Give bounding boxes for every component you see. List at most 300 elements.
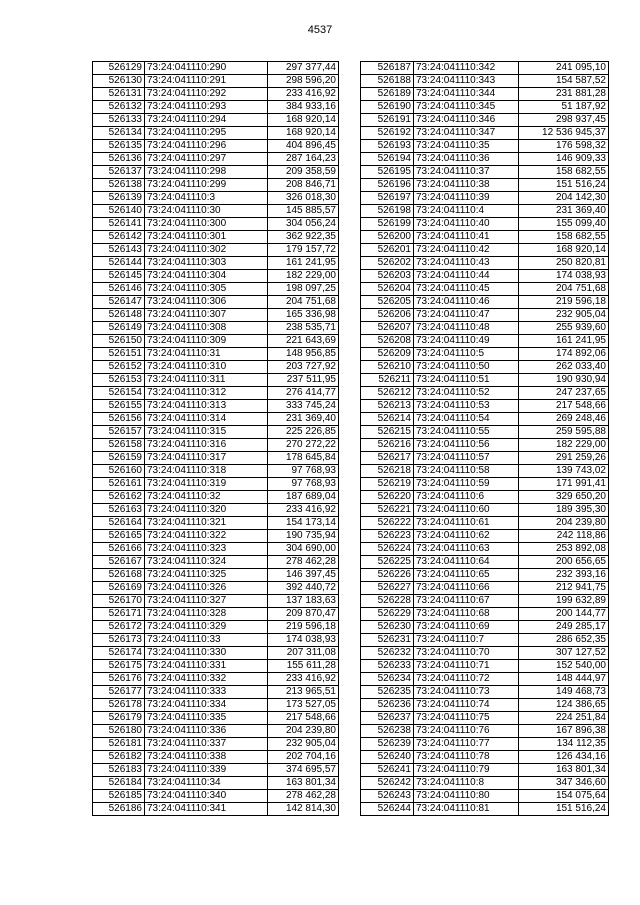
table-row (93, 790, 339, 803)
cadastral-number-cell: 73:24:041110:318 (145, 465, 268, 478)
cadastral-number-cell: 73:24:041110:40 (414, 218, 519, 231)
value-cell: 174 892,06 (519, 348, 609, 361)
value-cell: 204 239,80 (268, 725, 339, 738)
cadastral-number-cell: 73:24:041110:41 (414, 231, 519, 244)
table-row (361, 621, 609, 634)
record-number-cell: 526171 (93, 608, 145, 621)
table-row (93, 270, 339, 283)
cadastral-number-cell: 73:24:041110:299 (145, 179, 268, 192)
cadastral-number-cell: 73:24:041110:321 (145, 517, 268, 530)
cadastral-number-cell: 73:24:041110:323 (145, 543, 268, 556)
cadastral-number-cell: 73:24:041110:310 (145, 361, 268, 374)
table-row (361, 127, 609, 140)
value-cell: 213 965,51 (268, 686, 339, 699)
cadastral-number-cell: 73:24:041110:64 (414, 556, 519, 569)
table-row (361, 400, 609, 413)
record-number-cell: 526210 (361, 361, 414, 374)
cadastral-number-cell: 73:24:041110:332 (145, 673, 268, 686)
table-row (93, 179, 339, 192)
cadastral-number-cell: 73:24:041110:319 (145, 478, 268, 491)
table-row (93, 192, 339, 205)
cadastral-number-cell: 73:24:041110:4 (414, 205, 519, 218)
cadastral-number-cell: 73:24:041110:44 (414, 270, 519, 283)
record-number-cell: 526147 (93, 296, 145, 309)
cadastral-number-cell: 73:24:041110:54 (414, 413, 519, 426)
cadastral-number-cell: 73:24:041110:291 (145, 75, 268, 88)
record-number-cell: 526188 (361, 75, 414, 88)
cadastral-number-cell: 73:24:041110:324 (145, 556, 268, 569)
table-row (93, 62, 339, 75)
value-cell: 262 033,40 (519, 361, 609, 374)
cadastral-number-cell: 73:24:041110:292 (145, 88, 268, 101)
table-row (361, 140, 609, 153)
cadastral-number-cell: 73:24:041110:55 (414, 426, 519, 439)
cadastral-number-cell: 73:24:041110:80 (414, 790, 519, 803)
value-cell: 231 369,40 (519, 205, 609, 218)
record-number-cell: 526159 (93, 452, 145, 465)
value-cell: 231 369,40 (268, 413, 339, 426)
table-row (361, 179, 609, 192)
value-cell: 212 941,75 (519, 582, 609, 595)
value-cell: 198 097,25 (268, 283, 339, 296)
value-cell: 326 018,30 (268, 192, 339, 205)
value-cell: 232 905,04 (268, 738, 339, 751)
cadastral-number-cell: 73:24:041110:61 (414, 517, 519, 530)
table-row (93, 452, 339, 465)
table-row (361, 582, 609, 595)
cadastral-number-cell: 73:24:041110:311 (145, 374, 268, 387)
value-cell: 152 540,00 (519, 660, 609, 673)
record-number-cell: 526148 (93, 309, 145, 322)
value-cell: 145 885,57 (268, 205, 339, 218)
record-number-cell: 526133 (93, 114, 145, 127)
record-number-cell: 526144 (93, 257, 145, 270)
value-cell: 219 596,18 (519, 296, 609, 309)
cadastral-number-cell: 73:24:041110:339 (145, 764, 268, 777)
cadastral-number-cell: 73:24:041110:303 (145, 257, 268, 270)
table-row (361, 270, 609, 283)
record-number-cell: 526223 (361, 530, 414, 543)
value-cell: 179 157,72 (268, 244, 339, 257)
value-cell: 250 820,81 (519, 257, 609, 270)
cadastral-number-cell: 73:24:041110:290 (145, 62, 268, 75)
record-number-cell: 526194 (361, 153, 414, 166)
table-row (361, 257, 609, 270)
table-row (93, 556, 339, 569)
cadastral-number-cell: 73:24:041110:49 (414, 335, 519, 348)
table-row (361, 777, 609, 790)
cadastral-number-cell: 73:24:041110:3 (145, 192, 268, 205)
record-number-cell: 526137 (93, 166, 145, 179)
value-cell: 253 892,08 (519, 543, 609, 556)
table-row (93, 764, 339, 777)
value-cell: 161 241,95 (268, 257, 339, 270)
value-cell: 241 095,10 (519, 62, 609, 75)
table-row (361, 62, 609, 75)
value-cell: 12 536 945,37 (519, 127, 609, 140)
value-cell: 124 386,65 (519, 699, 609, 712)
table-row (93, 205, 339, 218)
record-number-cell: 526207 (361, 322, 414, 335)
value-cell: 97 768,93 (268, 465, 339, 478)
record-number-cell: 526183 (93, 764, 145, 777)
cadastral-number-cell: 73:24:041110:312 (145, 387, 268, 400)
value-cell: 233 416,92 (268, 504, 339, 517)
record-number-cell: 526134 (93, 127, 145, 140)
record-number-cell: 526198 (361, 205, 414, 218)
cadastral-number-cell: 73:24:041110:79 (414, 764, 519, 777)
table-row (361, 218, 609, 231)
record-number-cell: 526216 (361, 439, 414, 452)
table-row (93, 543, 339, 556)
value-cell: 231 881,28 (519, 88, 609, 101)
record-number-cell: 526233 (361, 660, 414, 673)
record-number-cell: 526212 (361, 387, 414, 400)
value-cell: 142 814,30 (268, 803, 339, 816)
cadastral-number-cell: 73:24:041110:69 (414, 621, 519, 634)
value-cell: 404 896,45 (268, 140, 339, 153)
cadastral-number-cell: 73:24:041110:31 (145, 348, 268, 361)
table-row (361, 738, 609, 751)
record-number-cell: 526146 (93, 283, 145, 296)
table-row (93, 322, 339, 335)
value-cell: 176 598,32 (519, 140, 609, 153)
record-number-cell: 526195 (361, 166, 414, 179)
cadastral-number-cell: 73:24:041110:65 (414, 569, 519, 582)
table-row (93, 569, 339, 582)
table-row (361, 595, 609, 608)
cadastral-number-cell: 73:24:041110:62 (414, 530, 519, 543)
record-number-cell: 526234 (361, 673, 414, 686)
record-number-cell: 526230 (361, 621, 414, 634)
value-cell: 204 751,68 (268, 296, 339, 309)
table-row (93, 478, 339, 491)
table-row (93, 504, 339, 517)
cadastral-number-cell: 73:24:041110:34 (145, 777, 268, 790)
record-number-cell: 526242 (361, 777, 414, 790)
cadastral-number-cell: 73:24:041110:344 (414, 88, 519, 101)
table-row (361, 452, 609, 465)
record-number-cell: 526160 (93, 465, 145, 478)
cadastral-number-cell: 73:24:041110:331 (145, 660, 268, 673)
record-number-cell: 526185 (93, 790, 145, 803)
cadastral-number-cell: 73:24:041110:68 (414, 608, 519, 621)
cadastral-number-cell: 73:24:041110:57 (414, 452, 519, 465)
table-row (361, 569, 609, 582)
cadastral-number-cell: 73:24:041110:63 (414, 543, 519, 556)
value-cell: 165 336,98 (268, 309, 339, 322)
record-number-cell: 526191 (361, 114, 414, 127)
cadastral-number-cell: 73:24:041110:300 (145, 218, 268, 231)
table-row (361, 686, 609, 699)
record-number-cell: 526228 (361, 595, 414, 608)
table-row (361, 478, 609, 491)
cadastral-number-cell: 73:24:041110:78 (414, 751, 519, 764)
record-number-cell: 526140 (93, 205, 145, 218)
value-cell: 182 229,00 (519, 439, 609, 452)
table-row (361, 322, 609, 335)
table-row (93, 374, 339, 387)
page-number: 4537 (307, 24, 333, 36)
record-number-cell: 526135 (93, 140, 145, 153)
table-row (93, 660, 339, 673)
value-cell: 233 416,92 (268, 673, 339, 686)
table-row (93, 348, 339, 361)
cadastral-number-cell: 73:24:041110:308 (145, 322, 268, 335)
record-number-cell: 526221 (361, 504, 414, 517)
table-row (93, 140, 339, 153)
table-row (361, 504, 609, 517)
value-cell: 242 118,86 (519, 530, 609, 543)
record-number-cell: 526214 (361, 413, 414, 426)
table-row (361, 790, 609, 803)
value-cell: 224 251,84 (519, 712, 609, 725)
table-row (361, 88, 609, 101)
record-number-cell: 526218 (361, 465, 414, 478)
record-number-cell: 526162 (93, 491, 145, 504)
value-cell: 204 142,30 (519, 192, 609, 205)
table-row (93, 153, 339, 166)
value-cell: 203 727,92 (268, 361, 339, 374)
value-cell: 237 511,95 (268, 374, 339, 387)
record-number-cell: 526229 (361, 608, 414, 621)
cadastral-number-cell: 73:24:041110:327 (145, 595, 268, 608)
value-cell: 168 920,14 (519, 244, 609, 257)
table-row (361, 517, 609, 530)
record-number-cell: 526156 (93, 413, 145, 426)
table-row (93, 75, 339, 88)
record-number-cell: 526131 (93, 88, 145, 101)
value-cell: 392 440,72 (268, 582, 339, 595)
value-cell: 217 548,66 (268, 712, 339, 725)
cadastral-number-cell: 73:24:041110:72 (414, 673, 519, 686)
cadastral-number-cell: 73:24:041110:43 (414, 257, 519, 270)
cadastral-number-cell: 73:24:041110:48 (414, 322, 519, 335)
cadastral-number-cell: 73:24:041110:66 (414, 582, 519, 595)
right-data-table (360, 61, 609, 816)
value-cell: 276 414,77 (268, 387, 339, 400)
table-row (361, 153, 609, 166)
record-number-cell: 526172 (93, 621, 145, 634)
cadastral-number-cell: 73:24:041110:42 (414, 244, 519, 257)
value-cell: 168 920,14 (268, 114, 339, 127)
table-row (93, 530, 339, 543)
value-cell: 209 358,59 (268, 166, 339, 179)
record-number-cell: 526236 (361, 699, 414, 712)
cadastral-number-cell: 73:24:041110:328 (145, 608, 268, 621)
cadastral-number-cell: 73:24:041110:51 (414, 374, 519, 387)
table-row (361, 491, 609, 504)
value-cell: 189 395,30 (519, 504, 609, 517)
cadastral-number-cell: 73:24:041110:297 (145, 153, 268, 166)
cadastral-number-cell: 73:24:041110:304 (145, 270, 268, 283)
table-row (93, 413, 339, 426)
table-row (93, 634, 339, 647)
table-row (361, 348, 609, 361)
table-row (93, 244, 339, 257)
cadastral-number-cell: 73:24:041110:346 (414, 114, 519, 127)
value-cell: 182 229,00 (268, 270, 339, 283)
table-row (93, 218, 339, 231)
record-number-cell: 526205 (361, 296, 414, 309)
value-cell: 204 239,80 (519, 517, 609, 530)
value-cell: 291 259,26 (519, 452, 609, 465)
cadastral-number-cell: 73:24:041110:67 (414, 595, 519, 608)
cadastral-number-cell: 73:24:041110:5 (414, 348, 519, 361)
value-cell: 207 311,08 (268, 647, 339, 660)
record-number-cell: 526168 (93, 569, 145, 582)
table-row (361, 699, 609, 712)
cadastral-number-cell: 73:24:041110:337 (145, 738, 268, 751)
value-cell: 270 272,22 (268, 439, 339, 452)
value-cell: 362 922,35 (268, 231, 339, 244)
record-number-cell: 526143 (93, 244, 145, 257)
table-row (361, 439, 609, 452)
record-number-cell: 526217 (361, 452, 414, 465)
record-number-cell: 526151 (93, 348, 145, 361)
table-row (361, 413, 609, 426)
cadastral-number-cell: 73:24:041110:347 (414, 127, 519, 140)
table-row (361, 543, 609, 556)
cadastral-number-cell: 73:24:041110:74 (414, 699, 519, 712)
cadastral-number-cell: 73:24:041110:320 (145, 504, 268, 517)
table-row (361, 712, 609, 725)
cadastral-number-cell: 73:24:041110:338 (145, 751, 268, 764)
record-number-cell: 526215 (361, 426, 414, 439)
value-cell: 168 920,14 (268, 127, 339, 140)
table-row (361, 361, 609, 374)
value-cell: 269 248,46 (519, 413, 609, 426)
record-number-cell: 526173 (93, 634, 145, 647)
record-number-cell: 526232 (361, 647, 414, 660)
record-number-cell: 526179 (93, 712, 145, 725)
cadastral-number-cell: 73:24:041110:305 (145, 283, 268, 296)
value-cell: 219 596,18 (268, 621, 339, 634)
value-cell: 287 164,23 (268, 153, 339, 166)
record-number-cell: 526244 (361, 803, 414, 816)
value-cell: 304 056,24 (268, 218, 339, 231)
value-cell: 161 241,95 (519, 335, 609, 348)
record-number-cell: 526199 (361, 218, 414, 231)
table-row (93, 751, 339, 764)
cadastral-number-cell: 73:24:041110:37 (414, 166, 519, 179)
record-number-cell: 526166 (93, 543, 145, 556)
value-cell: 154 173,14 (268, 517, 339, 530)
value-cell: 307 127,52 (519, 647, 609, 660)
record-number-cell: 526192 (361, 127, 414, 140)
cadastral-number-cell: 73:24:041110:7 (414, 634, 519, 647)
table-row (361, 283, 609, 296)
record-number-cell: 526178 (93, 699, 145, 712)
record-number-cell: 526206 (361, 309, 414, 322)
value-cell: 217 548,66 (519, 400, 609, 413)
record-number-cell: 526170 (93, 595, 145, 608)
cadastral-number-cell: 73:24:041110:317 (145, 452, 268, 465)
table-row (93, 712, 339, 725)
record-number-cell: 526224 (361, 543, 414, 556)
record-number-cell: 526209 (361, 348, 414, 361)
record-number-cell: 526167 (93, 556, 145, 569)
record-number-cell: 526130 (93, 75, 145, 88)
value-cell: 278 462,28 (268, 556, 339, 569)
record-number-cell: 526129 (93, 62, 145, 75)
table-row (93, 686, 339, 699)
record-number-cell: 526196 (361, 179, 414, 192)
record-number-cell: 526157 (93, 426, 145, 439)
cadastral-number-cell: 73:24:041110:301 (145, 231, 268, 244)
record-number-cell: 526181 (93, 738, 145, 751)
cadastral-number-cell: 73:24:041110:77 (414, 738, 519, 751)
table-row (93, 101, 339, 114)
value-cell: 200 144,77 (519, 608, 609, 621)
cadastral-number-cell: 73:24:041110:315 (145, 426, 268, 439)
table-row (361, 660, 609, 673)
value-cell: 225 226,85 (268, 426, 339, 439)
record-number-cell: 526164 (93, 517, 145, 530)
table-row (93, 608, 339, 621)
record-number-cell: 526200 (361, 231, 414, 244)
table-row (361, 465, 609, 478)
record-number-cell: 526141 (93, 218, 145, 231)
cadastral-number-cell: 73:24:041110:342 (414, 62, 519, 75)
record-number-cell: 526237 (361, 712, 414, 725)
record-number-cell: 526238 (361, 725, 414, 738)
table-row (93, 621, 339, 634)
table-row (361, 673, 609, 686)
value-cell: 126 434,16 (519, 751, 609, 764)
value-cell: 297 377,44 (268, 62, 339, 75)
cadastral-number-cell: 73:24:041110:46 (414, 296, 519, 309)
value-cell: 187 689,04 (268, 491, 339, 504)
cadastral-number-cell: 73:24:041110:70 (414, 647, 519, 660)
record-number-cell: 526240 (361, 751, 414, 764)
table-row (361, 192, 609, 205)
cadastral-number-cell: 73:24:041110:32 (145, 491, 268, 504)
value-cell: 178 645,84 (268, 452, 339, 465)
cadastral-number-cell: 73:24:041110:50 (414, 361, 519, 374)
record-number-cell: 526203 (361, 270, 414, 283)
value-cell: 200 656,65 (519, 556, 609, 569)
value-cell: 146 909,33 (519, 153, 609, 166)
value-cell: 155 611,28 (268, 660, 339, 673)
table-row (93, 426, 339, 439)
cadastral-number-cell: 73:24:041110:343 (414, 75, 519, 88)
table-row (93, 595, 339, 608)
cadastral-number-cell: 73:24:041110:58 (414, 465, 519, 478)
table-row (93, 127, 339, 140)
value-cell: 151 516,24 (519, 179, 609, 192)
table-row (361, 231, 609, 244)
value-cell: 247 237,65 (519, 387, 609, 400)
table-row (361, 647, 609, 660)
value-cell: 329 650,20 (519, 491, 609, 504)
record-number-cell: 526235 (361, 686, 414, 699)
table-row (93, 725, 339, 738)
cadastral-number-cell: 73:24:041110:334 (145, 699, 268, 712)
value-cell: 154 075,64 (519, 790, 609, 803)
record-number-cell: 526227 (361, 582, 414, 595)
table-row (93, 387, 339, 400)
value-cell: 51 187,92 (519, 101, 609, 114)
value-cell: 154 587,52 (519, 75, 609, 88)
value-cell: 173 527,05 (268, 699, 339, 712)
cadastral-number-cell: 73:24:041110:322 (145, 530, 268, 543)
record-number-cell: 526204 (361, 283, 414, 296)
table-row (361, 75, 609, 88)
record-number-cell: 526187 (361, 62, 414, 75)
cadastral-number-cell: 73:24:041110:307 (145, 309, 268, 322)
record-number-cell: 526213 (361, 400, 414, 413)
